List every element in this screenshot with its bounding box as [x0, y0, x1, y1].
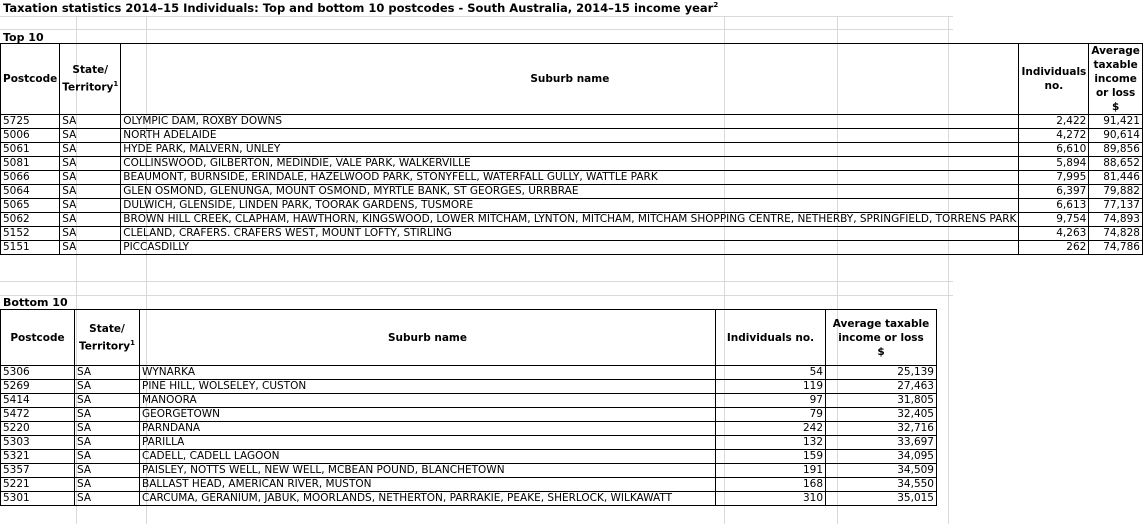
cell-state: SA	[60, 213, 121, 227]
cell-suburb: PINE HILL, WOLSELEY, CUSTON	[140, 380, 716, 394]
col-header-suburb: Suburb name	[140, 310, 716, 366]
cell-income: 74,893	[1089, 213, 1143, 227]
cell-state: SA	[75, 492, 140, 506]
cell-income: 27,463	[826, 380, 937, 394]
cell-individuals: 6,397	[1019, 185, 1089, 199]
grid-line	[0, 29, 953, 30]
cell-individuals: 132	[716, 436, 826, 450]
cell-suburb: HYDE PARK, MALVERN, UNLEY	[121, 143, 1019, 157]
table-row	[1, 450, 937, 464]
col-header-postcode: Postcode	[1, 44, 60, 115]
table-row	[1, 478, 937, 492]
cell-income: 88,652	[1089, 157, 1143, 171]
table-row	[1, 157, 1143, 171]
title-footnote-ref: 2	[713, 1, 719, 10]
col-header-income	[826, 310, 937, 366]
cell-postcode: 5725	[1, 115, 60, 129]
cell-suburb: PICCASDILLY	[121, 241, 1019, 255]
cell-income: 31,805	[826, 394, 937, 408]
cell-state: SA	[75, 478, 140, 492]
cell-income: 34,509	[826, 464, 937, 478]
col-header-individuals: Individuals no.	[716, 310, 826, 366]
state-footnote-ref: 1	[113, 80, 119, 89]
cell-state: SA	[75, 366, 140, 380]
grid-line	[0, 16, 953, 17]
col-header-income-unit: $	[877, 345, 885, 358]
cell-state: SA	[60, 115, 121, 129]
bottom-10-table	[0, 309, 937, 506]
cell-postcode: 5306	[1, 366, 75, 380]
cell-state: SA	[60, 199, 121, 213]
col-header-suburb: Suburb name	[121, 44, 1019, 115]
table-row	[1, 171, 1143, 185]
cell-state: SA	[60, 241, 121, 255]
cell-suburb: BEAUMONT, BURNSIDE, ERINDALE, HAZELWOOD PARK, STONYFELL, WATERFALL GULLY, WATTLE PARK	[121, 171, 1019, 185]
cell-state: SA	[60, 129, 121, 143]
col-header-individuals: Individuals no.	[1019, 44, 1089, 115]
table-row	[1, 436, 937, 450]
cell-state: SA	[75, 380, 140, 394]
table-row	[1, 227, 1143, 241]
cell-income: 34,550	[826, 478, 937, 492]
cell-individuals: 5,894	[1019, 157, 1089, 171]
sheet-title	[3, 1, 718, 15]
cell-postcode: 5321	[1, 450, 75, 464]
col-header-postcode: Postcode	[1, 310, 75, 366]
cell-suburb: WYNARKA	[140, 366, 716, 380]
cell-state: SA	[75, 408, 140, 422]
table-row	[1, 464, 937, 478]
cell-income: 81,446	[1089, 171, 1143, 185]
cell-suburb: GLEN OSMOND, GLENUNGA, MOUNT OSMOND, MYRTLE BANK, ST GEORGES, URRBRAE	[121, 185, 1019, 199]
cell-suburb: GEORGETOWN	[140, 408, 716, 422]
table-row	[1, 394, 937, 408]
cell-suburb: PARNDANA	[140, 422, 716, 436]
table-row	[1, 129, 1143, 143]
cell-income: 35,015	[826, 492, 937, 506]
col-header-income-text: Average taxable income or loss	[832, 317, 930, 344]
cell-postcode: 5006	[1, 129, 60, 143]
cell-income: 32,405	[826, 408, 937, 422]
table-row	[1, 115, 1143, 129]
cell-postcode: 5064	[1, 185, 60, 199]
table-row	[1, 213, 1143, 227]
cell-income: 32,716	[826, 422, 937, 436]
table-row	[1, 492, 937, 506]
cell-suburb: MANOORA	[140, 394, 716, 408]
cell-postcode: 5066	[1, 171, 60, 185]
col-header-state	[60, 44, 121, 115]
cell-individuals: 4,272	[1019, 129, 1089, 143]
cell-postcode: 5220	[1, 422, 75, 436]
cell-postcode: 5221	[1, 478, 75, 492]
cell-suburb: CLELAND, CRAFERS. CRAFERS WEST, MOUNT LOFTY, STIRLING	[121, 227, 1019, 241]
cell-state: SA	[60, 143, 121, 157]
cell-state: SA	[60, 227, 121, 241]
cell-state: SA	[75, 436, 140, 450]
cell-individuals: 242	[716, 422, 826, 436]
cell-individuals: 6,613	[1019, 199, 1089, 213]
cell-suburb: PARILLA	[140, 436, 716, 450]
cell-income: 91,421	[1089, 115, 1143, 129]
col-header-state-text: State/ Territory	[79, 322, 131, 353]
cell-individuals: 54	[716, 366, 826, 380]
table-row	[1, 408, 937, 422]
cell-postcode: 5301	[1, 492, 75, 506]
grid-line	[0, 281, 953, 282]
cell-income: 33,697	[826, 436, 937, 450]
col-header-state-text: State/ Territory	[62, 64, 114, 94]
state-footnote-ref: 1	[130, 338, 135, 347]
cell-suburb: PAISLEY, NOTTS WELL, NEW WELL, MCBEAN POUND, BLANCHETOWN	[140, 464, 716, 478]
cell-state: SA	[75, 450, 140, 464]
cell-income: 77,137	[1089, 199, 1143, 213]
cell-income: 74,786	[1089, 241, 1143, 255]
cell-postcode: 5269	[1, 380, 75, 394]
sheet-title-text: Taxation statistics 2014–15 Individuals: Top and bottom 10 postcodes - South Australia, 2014–15 income year	[3, 1, 714, 15]
cell-individuals: 97	[716, 394, 826, 408]
col-header-state	[75, 310, 140, 366]
cell-suburb: OLYMPIC DAM, ROXBY DOWNS	[121, 115, 1019, 129]
header-row	[1, 44, 1143, 115]
cell-suburb: COLLINSWOOD, GILBERTON, MEDINDIE, VALE PARK, WALKERVILLE	[121, 157, 1019, 171]
cell-state: SA	[75, 422, 140, 436]
cell-suburb: DULWICH, GLENSIDE, LINDEN PARK, TOORAK GARDENS, TUSMORE	[121, 199, 1019, 213]
cell-individuals: 159	[716, 450, 826, 464]
cell-individuals: 168	[716, 478, 826, 492]
top-10-table	[0, 43, 1143, 255]
cell-individuals: 9,754	[1019, 213, 1089, 227]
cell-postcode: 5303	[1, 436, 75, 450]
cell-suburb: BALLAST HEAD, AMERICAN RIVER, MUSTON	[140, 478, 716, 492]
cell-individuals: 6,610	[1019, 143, 1089, 157]
cell-income: 89,856	[1089, 143, 1143, 157]
table-row	[1, 143, 1143, 157]
cell-income: 74,828	[1089, 227, 1143, 241]
col-header-income	[1089, 44, 1143, 115]
table-row	[1, 380, 937, 394]
cell-individuals: 7,995	[1019, 171, 1089, 185]
cell-suburb: CARCUMA, GERANIUM, JABUK, MOORLANDS, NETHERTON, PARRAKIE, PEAKE, SHERLOCK, WILKAWATT	[140, 492, 716, 506]
cell-suburb: BROWN HILL CREEK, CLAPHAM, HAWTHORN, KINGSWOOD, LOWER MITCHAM, LYNTON, MITCHAM, MITCHAM SHOPPING CENTRE, NETHERBY, SPRINGFIELD, TORRENS PARK	[121, 213, 1019, 227]
cell-income: 79,882	[1089, 185, 1143, 199]
cell-income: 34,095	[826, 450, 937, 464]
cell-postcode: 5081	[1, 157, 60, 171]
cell-income: 90,614	[1089, 129, 1143, 143]
bottom-section-label: Bottom 10	[3, 296, 68, 309]
cell-income: 25,139	[826, 366, 937, 380]
cell-individuals: 79	[716, 408, 826, 422]
cell-state: SA	[75, 394, 140, 408]
cell-individuals: 2,422	[1019, 115, 1089, 129]
cell-postcode: 5357	[1, 464, 75, 478]
table-row	[1, 241, 1143, 255]
cell-state: SA	[60, 171, 121, 185]
cell-state: SA	[60, 157, 121, 171]
cell-postcode: 5414	[1, 394, 75, 408]
col-header-income-unit: $	[1111, 101, 1120, 113]
cell-individuals: 119	[716, 380, 826, 394]
cell-individuals: 262	[1019, 241, 1089, 255]
cell-postcode: 5472	[1, 408, 75, 422]
grid-line	[0, 295, 953, 296]
cell-postcode: 5061	[1, 143, 60, 157]
cell-postcode: 5065	[1, 199, 60, 213]
cell-state: SA	[75, 464, 140, 478]
table-row	[1, 366, 937, 380]
cell-postcode: 5062	[1, 213, 60, 227]
table-row	[1, 185, 1143, 199]
cell-individuals: 310	[716, 492, 826, 506]
col-header-income-text: Average taxable income or loss	[1091, 45, 1140, 99]
cell-suburb: CADELL, CADELL LAGOON	[140, 450, 716, 464]
top-section-label: Top 10	[3, 31, 44, 44]
table-row	[1, 199, 1143, 213]
header-row	[1, 310, 937, 366]
cell-suburb: NORTH ADELAIDE	[121, 129, 1019, 143]
cell-state: SA	[60, 185, 121, 199]
cell-individuals: 191	[716, 464, 826, 478]
cell-postcode: 5151	[1, 241, 60, 255]
cell-individuals: 4,263	[1019, 227, 1089, 241]
cell-postcode: 5152	[1, 227, 60, 241]
table-row	[1, 422, 937, 436]
